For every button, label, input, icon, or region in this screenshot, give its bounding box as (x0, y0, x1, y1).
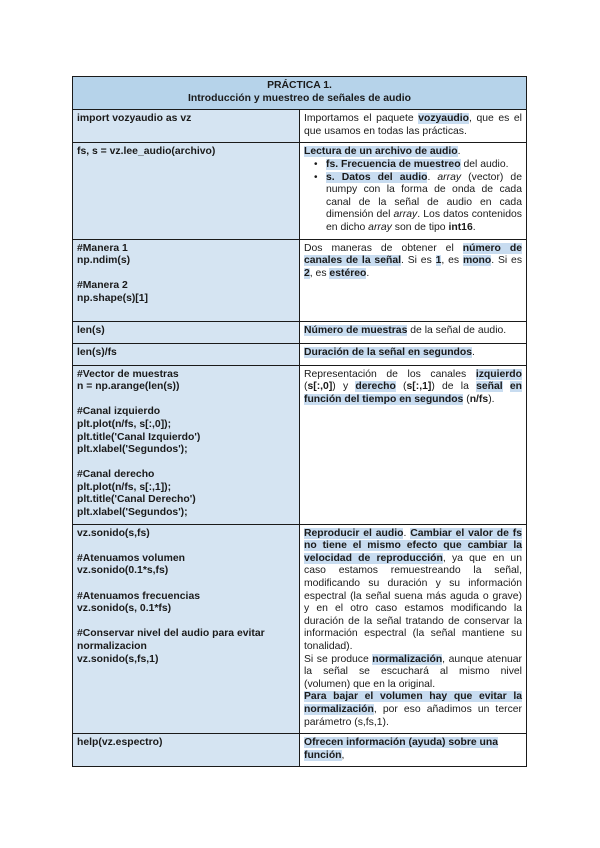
text-segment: n = np.arange(len(s)) (77, 381, 180, 393)
text-segment: . (472, 346, 475, 358)
text-segment: número de canales de la señal (304, 242, 522, 267)
text-segment: ) de la (431, 381, 477, 393)
title-line-1: PRÁCTICA 1. (267, 80, 332, 91)
text-segment: #Vector de muestras (77, 368, 179, 380)
text-segment: Ofrecen información (ayuda) sobre una función (304, 737, 498, 761)
text-segment: , es (309, 267, 330, 279)
text-segment: Para bajar el volumen hay que evitar la normalización (304, 691, 522, 715)
text-segment: Representación de los canales (304, 368, 476, 380)
text-segment: , por eso añadimos un tercer parámetro (s,fs,1). (304, 703, 522, 728)
text-segment: s. Datos del audio (326, 171, 428, 183)
description-cell (300, 365, 527, 524)
text-segment: Lectura de un archivo de audio (304, 146, 458, 158)
table-row (73, 143, 527, 239)
text-segment: #Atenuamos frecuencias (77, 590, 201, 602)
text-segment: plt.xlabel('Segundos'); (77, 507, 188, 519)
text-segment: izquierdo (475, 368, 522, 380)
code-cell (73, 110, 300, 143)
title-line-2: Introducción y muestreo de señales de audio (188, 92, 411, 104)
text-segment: array (393, 209, 418, 221)
text-segment: np.ndim(s) (77, 255, 131, 267)
text-segment: . (427, 171, 438, 183)
text-segment: , (341, 749, 345, 761)
text-segment: . (366, 267, 370, 279)
text-segment: #Canal derecho (77, 469, 155, 481)
text-segment: s[:,0] (307, 381, 333, 393)
text-segment: . (403, 527, 411, 539)
description-cell (300, 143, 527, 239)
text-segment: ( (395, 381, 407, 393)
text-segment: fs. Frecuencia de muestreo (326, 158, 461, 170)
description-cell (300, 239, 527, 321)
text-segment: fs, s = vz.lee_audio(archivo) (77, 146, 216, 158)
description-cell (300, 321, 527, 343)
table-row (73, 110, 527, 143)
code-cell (73, 524, 300, 734)
text-segment: Dos maneras de obtener el (304, 242, 463, 254)
text-segment: estéreo (329, 267, 367, 279)
code-cell (73, 143, 300, 239)
text-segment: len(s) (77, 324, 105, 336)
text-segment: . Si es (491, 255, 523, 267)
code-cell (73, 239, 300, 321)
text-segment: ( (304, 381, 308, 393)
text-segment: plt.xlabel('Segundos'); (77, 444, 188, 456)
text-segment: , ya que en un caso estamos remuestreando la señal, modificando su duración y su información espectral (la señal suena más aguda o grave) y en el otro caso estamos modificando la duración de la señal tratando de conservar la información espectral (la señal mantiene su tonalidad). (304, 552, 522, 652)
text-segment: #Canal izquierdo (77, 406, 161, 418)
description-cell (300, 343, 527, 365)
text-segment: int16 (448, 221, 473, 233)
text-segment: array (368, 221, 392, 233)
text-segment: ( (463, 393, 470, 405)
text-segment: 1 (435, 255, 442, 267)
code-cell (73, 734, 300, 767)
description-cell (300, 110, 527, 143)
text-segment: #Atenuamos volumen (77, 552, 185, 564)
text-segment: ) y (332, 381, 356, 393)
code-cell (73, 343, 300, 365)
text-segment: #Manera 1 (77, 242, 128, 254)
table-row (73, 734, 527, 767)
text-segment: de la señal de audio. (407, 324, 507, 336)
text-segment: del audio. (460, 158, 509, 170)
text-segment: Duración de la señal en segundos (304, 346, 473, 358)
text-segment: . (472, 221, 476, 233)
table-row (73, 239, 527, 321)
text-segment: ). (488, 393, 495, 405)
list-item (326, 172, 522, 235)
table-row (73, 343, 527, 365)
practice-table (72, 76, 527, 767)
text-segment: normalización (372, 653, 443, 665)
text-segment: plt.title('Canal Izquierdo') (77, 431, 201, 443)
text-segment: len(s)/fs (77, 346, 117, 358)
text-segment: Número de muestras (304, 324, 408, 336)
code-cell (73, 365, 300, 524)
text-segment: n/fs (469, 393, 489, 405)
table-row (73, 524, 527, 734)
text-segment: . Si es (401, 255, 436, 267)
text-segment: en función del tiempo en segundos (304, 381, 523, 405)
text-segment: plt.plot(n/fs, s[:,1]); (77, 481, 172, 493)
text-segment: señal (476, 381, 503, 393)
text-segment: Reproducir el audio (304, 527, 404, 539)
text-segment: mono (462, 255, 492, 267)
description-cell (300, 734, 527, 767)
table-row (73, 321, 527, 343)
text-segment: import vozyaudio as vz (77, 113, 192, 125)
text-segment: vz.sonido(s,fs) (77, 527, 150, 539)
description-cell (300, 524, 527, 734)
text-segment: . Los datos contenidos en dicho (326, 209, 522, 233)
table-row (73, 365, 527, 524)
text-segment: , aunque atenuar la señal se escuchará al mismo nivel (volumen) que en la original. (304, 653, 522, 690)
text-segment: #Manera 2 (77, 280, 128, 292)
text-segment: Si se produce (304, 653, 373, 665)
text-segment: help(vz.espectro) (77, 737, 163, 749)
code-cell (73, 321, 300, 343)
text-segment: vz.sonido(s, 0.1*fs) (77, 603, 172, 615)
text-segment: plt.plot(n/fs, s[:,0]); (77, 418, 172, 430)
table-title (73, 77, 527, 110)
text-segment: Cambiar el valor de fs no tiene el mismo efecto que cambiar la velocidad de reproducción (304, 527, 522, 564)
text-segment: , que es el que usamos en todas las prácticas. (304, 113, 522, 137)
text-segment: s[:,1] (406, 381, 432, 393)
text-segment: array (437, 171, 462, 183)
text-segment: son de tipo (391, 221, 449, 233)
text-segment: 2 (304, 267, 310, 279)
text-segment: derecho (355, 381, 396, 393)
text-segment: vz.sonido(s,fs,1) (77, 653, 159, 665)
text-segment: Importamos el paquete (304, 113, 419, 125)
text-segment: plt.title('Canal Derecho') (77, 494, 196, 506)
text-segment (503, 381, 510, 392)
text-segment: vozyaudio (418, 113, 470, 125)
list-item (326, 159, 522, 172)
text-segment: vz.sonido(0.1*s,fs) (77, 565, 169, 577)
text-segment: np.shape(s)[1] (77, 292, 149, 304)
text-segment: #Conservar nivel del audio para evitar normalizacion (77, 628, 265, 652)
text-segment: , es (441, 255, 463, 267)
text-segment: (vector) de numpy con la forma de onda de cada canal de la señal de audio en cada dimensión del (326, 171, 522, 221)
text-segment: . (457, 146, 461, 158)
